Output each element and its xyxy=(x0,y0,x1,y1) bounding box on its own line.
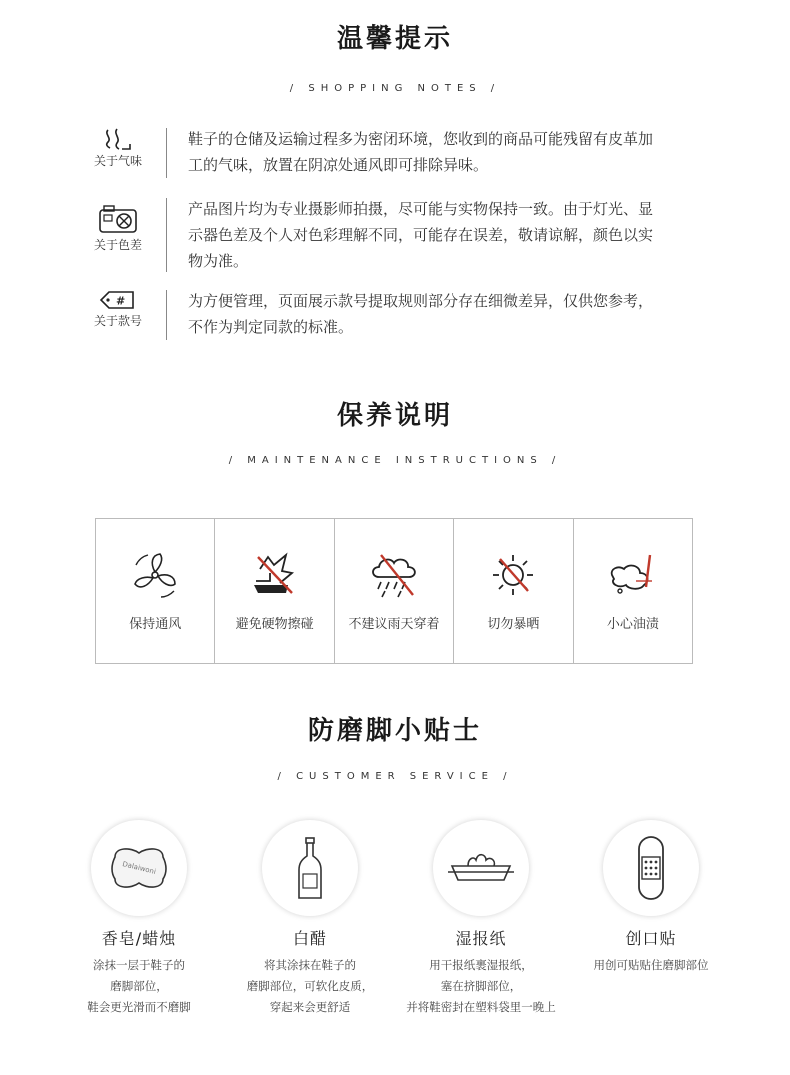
care-label: 保持通风 xyxy=(129,617,182,632)
note-text: 为方便管理，页面展示款号提取规则部分存在细微差异，仅供您参考， 不作为判定同款的标准。 xyxy=(188,292,654,336)
notes-title: 温馨提示 xyxy=(336,24,453,54)
note-color xyxy=(90,198,730,272)
care-item-hard-objects xyxy=(215,519,334,663)
svg-text:#: # xyxy=(116,294,126,308)
tip-wet-paper xyxy=(386,820,576,1018)
care-item-oil xyxy=(574,519,692,663)
tip-desc: 用创可贴贴住磨脚部位 xyxy=(593,958,709,972)
tip-desc: 涂抹一层于鞋子的 磨脚部位， 鞋会更光滑而不磨脚 xyxy=(87,958,191,1014)
band-aid-icon xyxy=(636,835,666,901)
tip-title: 创口贴 xyxy=(625,929,677,948)
note-text: 鞋子的仓储及运输过程多为密闭环境，您收到的商品可能残留有皮革加 工的气味，放置在阴凉处通风即可排除异味。 xyxy=(188,130,654,174)
no-sun-icon xyxy=(488,551,538,599)
oil-stain-icon xyxy=(606,551,660,599)
note-label: 关于气味 xyxy=(93,154,142,168)
tips-subtitle: / CUSTOMER SERVICE / xyxy=(277,771,513,782)
tip-title: 湿报纸 xyxy=(455,929,507,948)
note-label: 关于色差 xyxy=(93,238,142,252)
vinegar-bottle-icon xyxy=(295,836,325,900)
tip-desc: 将其涂抹在鞋子的 磨脚部位，可软化皮质， 穿起来会更舒适 xyxy=(246,958,374,1014)
tip-circle xyxy=(433,820,529,916)
smell-icon xyxy=(100,128,136,150)
note-divider xyxy=(166,198,167,272)
camera-icon xyxy=(98,204,138,234)
care-subtitle: / MAINTENANCE INSTRUCTIONS / xyxy=(228,455,562,466)
no-hard-object-icon xyxy=(250,551,300,599)
note-divider xyxy=(166,128,167,178)
tip-title: 白醋 xyxy=(292,929,327,948)
tips-title: 防磨脚小贴士 xyxy=(307,716,482,746)
care-item-rain xyxy=(335,519,454,663)
tip-desc: 用干报纸裹湿报纸， 塞在挤脚部位， 并将鞋密封在塑料袋里一晚上 xyxy=(406,958,556,1014)
care-label: 切勿暴晒 xyxy=(487,617,540,632)
no-rain-icon xyxy=(367,551,421,599)
tip-soap xyxy=(44,820,234,1018)
care-item-sun xyxy=(454,519,573,663)
wet-wipes-icon xyxy=(446,848,516,888)
note-text: 产品图片均为专业摄影师拍摄，尽可能与实物保持一致。由于灯光、显 示器色差及个人对色彩理解不同，可能存在误差，敬请谅解，颜色以实 物为准。 xyxy=(188,200,654,270)
care-label: 不建议雨天穿着 xyxy=(348,617,440,632)
care-label: 小心油渍 xyxy=(606,617,659,632)
tip-circle xyxy=(603,820,699,916)
tip-circle xyxy=(91,820,187,916)
fan-icon xyxy=(130,551,180,599)
note-divider xyxy=(166,290,167,340)
care-title: 保养说明 xyxy=(336,401,453,431)
tip-title: 香皂/蜡烛 xyxy=(101,929,177,948)
notes-subtitle: / SHOPPING NOTES / xyxy=(289,83,501,94)
note-style-number xyxy=(90,290,730,340)
svg-text:Dalaiwoni: Dalaiwoni xyxy=(121,860,157,877)
care-label: 避免硬物擦碰 xyxy=(235,617,314,632)
tip-band-aid xyxy=(556,820,746,976)
care-item-ventilation xyxy=(96,519,215,663)
note-label: 关于款号 xyxy=(93,314,142,328)
care-grid xyxy=(95,518,693,664)
tag-icon xyxy=(99,290,137,310)
note-smell xyxy=(90,128,730,178)
soap-icon xyxy=(107,843,171,893)
tip-vinegar xyxy=(215,820,405,1018)
tip-circle xyxy=(262,820,358,916)
